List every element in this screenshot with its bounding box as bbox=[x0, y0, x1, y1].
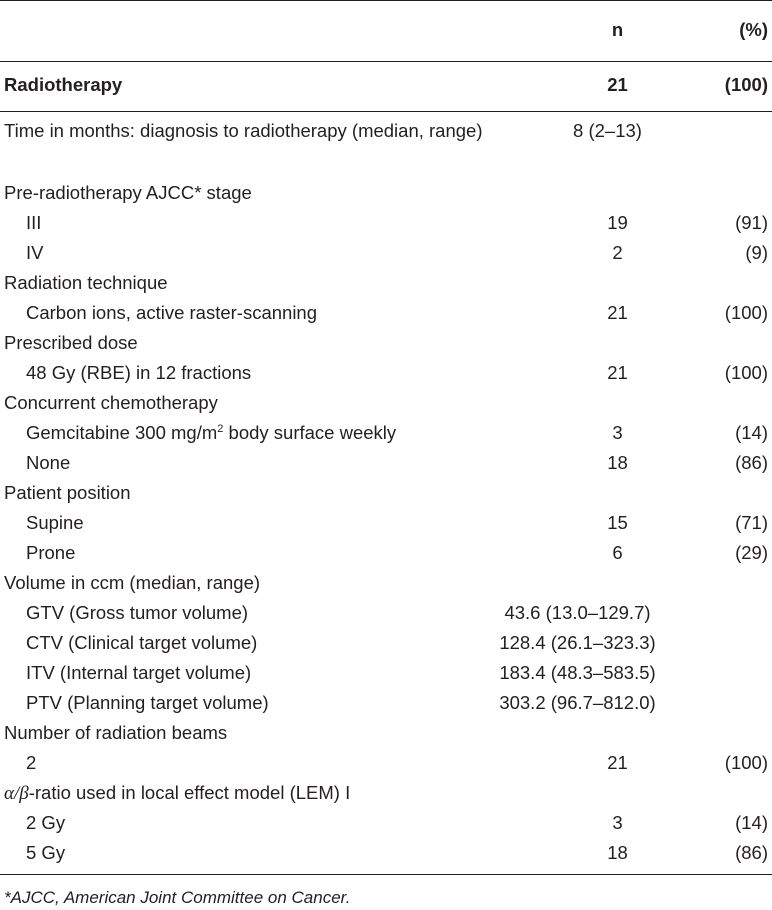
section-label: Patient position bbox=[4, 482, 131, 503]
table-row bbox=[0, 808, 772, 838]
superscript: 2 bbox=[217, 422, 224, 435]
header-row bbox=[0, 15, 772, 45]
row-label: IV bbox=[26, 242, 44, 263]
row-n: 19 bbox=[607, 212, 628, 233]
table-row bbox=[0, 748, 772, 778]
table-row bbox=[0, 508, 772, 538]
section-technique bbox=[0, 268, 772, 298]
time-n: 8 (2–13) bbox=[573, 120, 642, 141]
row-n: 2 bbox=[612, 242, 623, 263]
row-label: Carbon ions, active raster-scanning bbox=[26, 302, 318, 323]
row-pct: (14) bbox=[735, 422, 768, 443]
row-n: 303.2 (96.7–812.0) bbox=[499, 692, 656, 713]
row-n: 21 bbox=[607, 302, 628, 323]
row-n: 18 bbox=[607, 842, 628, 863]
row-pct: (14) bbox=[735, 812, 768, 833]
row-n: 15 bbox=[607, 512, 628, 533]
section-ratio bbox=[0, 778, 772, 808]
table-row bbox=[0, 418, 772, 448]
row-n: 21 bbox=[607, 362, 628, 383]
row-n: 3 bbox=[612, 812, 623, 833]
row-label: 2 Gy bbox=[26, 812, 66, 833]
row-label: CTV (Clinical target volume) bbox=[26, 632, 258, 653]
time-label: Time in months: diagnosis to radiotherapy (median, range) bbox=[4, 120, 483, 141]
time-row bbox=[0, 116, 772, 176]
section-label: Concurrent chemotherapy bbox=[4, 392, 218, 413]
header-pct: (%) bbox=[739, 19, 768, 40]
table-row bbox=[0, 598, 772, 628]
row-n: 43.6 (13.0–129.7) bbox=[504, 602, 651, 623]
table-row bbox=[0, 688, 772, 718]
row-pct: (100) bbox=[724, 302, 768, 323]
label-part: Gemcitabine 300 mg/m bbox=[26, 422, 218, 443]
row-n: 183.4 (48.3–583.5) bbox=[499, 662, 656, 683]
table-row bbox=[0, 208, 772, 238]
row-label bbox=[26, 418, 396, 448]
table-row bbox=[0, 448, 772, 478]
alpha-symbol: α bbox=[4, 783, 14, 804]
row-label: PTV (Planning target volume) bbox=[26, 692, 269, 713]
beta-symbol: β bbox=[19, 783, 29, 804]
row-pct: (100) bbox=[724, 752, 768, 773]
row-label: Prone bbox=[26, 542, 76, 563]
row-label: 48 Gy (RBE) in 12 fractions bbox=[26, 362, 252, 383]
row-label: Supine bbox=[26, 512, 84, 533]
row-pct: (86) bbox=[735, 842, 768, 863]
section-dose bbox=[0, 328, 772, 358]
row-label: 5 Gy bbox=[26, 842, 66, 863]
row-pct: (9) bbox=[745, 242, 768, 263]
table-row bbox=[0, 298, 772, 328]
table-row bbox=[0, 538, 772, 568]
table-row bbox=[0, 238, 772, 268]
row-n: 18 bbox=[607, 452, 628, 473]
top-rule bbox=[0, 0, 772, 1]
section-beams bbox=[0, 718, 772, 748]
table-row bbox=[0, 838, 772, 868]
table-row bbox=[0, 658, 772, 688]
total-n: 21 bbox=[607, 74, 628, 95]
section-label: Number of radiation beams bbox=[4, 722, 228, 743]
header-rule bbox=[0, 61, 772, 62]
row-n: 128.4 (26.1–323.3) bbox=[499, 632, 656, 653]
footnote: *AJCC, American Joint Committee on Cancer. bbox=[4, 888, 351, 907]
section-label: Volume in ccm (median, range) bbox=[4, 572, 261, 593]
section-stage bbox=[0, 178, 772, 208]
row-label: GTV (Gross tumor volume) bbox=[26, 602, 249, 623]
row-pct: (100) bbox=[724, 362, 768, 383]
row-n: 21 bbox=[607, 752, 628, 773]
label-part: -ratio used in local effect model (LEM) I bbox=[28, 782, 351, 803]
row-label: III bbox=[26, 212, 42, 233]
section-position bbox=[0, 478, 772, 508]
slash-symbol: / bbox=[13, 783, 20, 804]
section-label: Pre-radiotherapy AJCC* stage bbox=[4, 182, 252, 203]
total-rule bbox=[0, 111, 772, 112]
total-label: Radiotherapy bbox=[4, 74, 123, 95]
label-part: body surface weekly bbox=[223, 422, 397, 443]
total-pct: (100) bbox=[724, 74, 768, 95]
section-label bbox=[4, 778, 350, 809]
row-pct: (86) bbox=[735, 452, 768, 473]
row-pct: (71) bbox=[735, 512, 768, 533]
section-chemo bbox=[0, 388, 772, 418]
section-label: Prescribed dose bbox=[4, 332, 138, 353]
row-n: 6 bbox=[612, 542, 623, 563]
row-pct: (29) bbox=[735, 542, 768, 563]
total-row bbox=[0, 70, 772, 100]
row-label: 2 bbox=[26, 752, 37, 773]
row-label: ITV (Internal target volume) bbox=[26, 662, 252, 683]
header-n: n bbox=[611, 19, 624, 40]
section-label: Radiation technique bbox=[4, 272, 168, 293]
bottom-rule bbox=[0, 874, 772, 875]
table-row bbox=[0, 628, 772, 658]
row-n: 3 bbox=[612, 422, 623, 443]
row-label: None bbox=[26, 452, 71, 473]
section-volume bbox=[0, 568, 772, 598]
row-pct: (91) bbox=[735, 212, 768, 233]
table-row bbox=[0, 358, 772, 388]
